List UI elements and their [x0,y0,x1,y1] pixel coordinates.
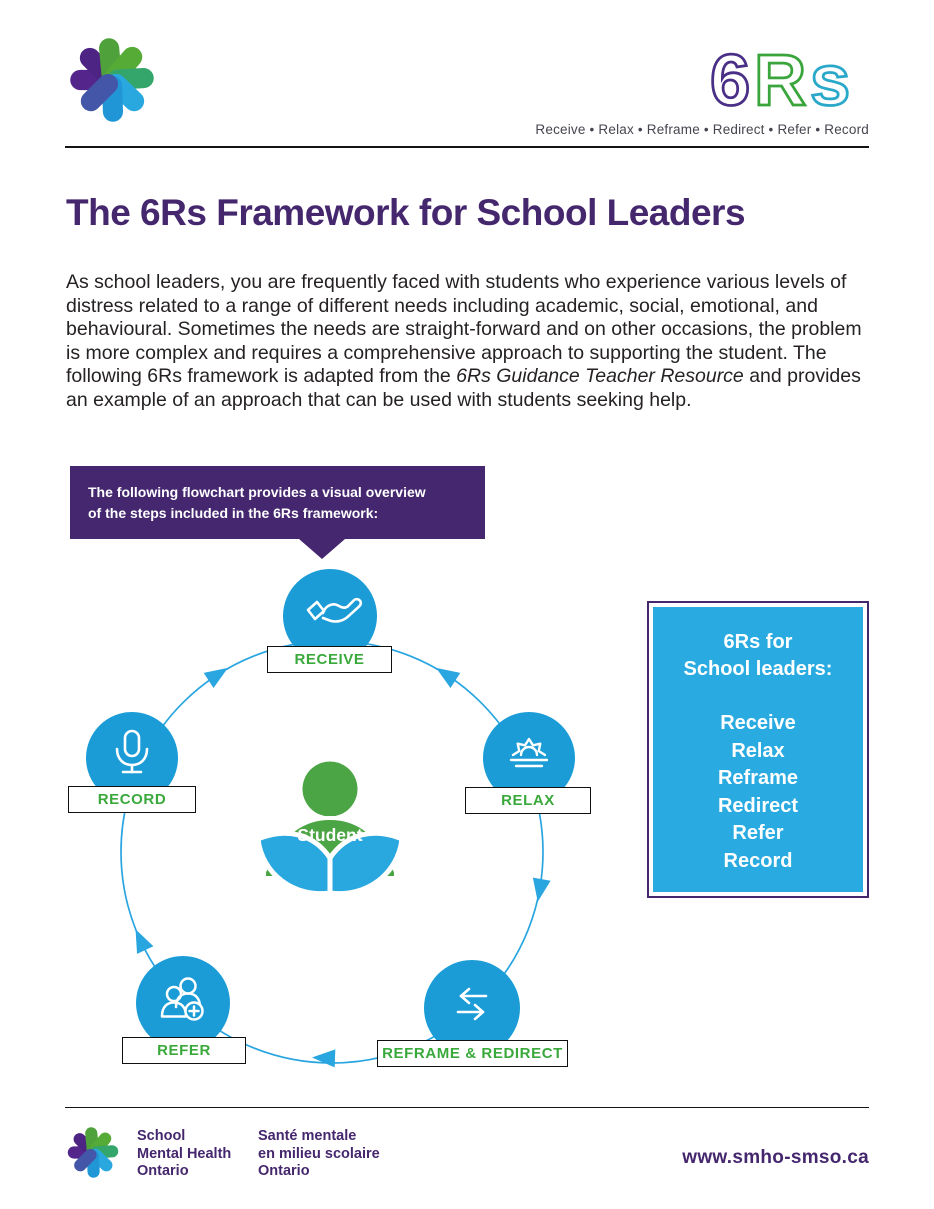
node-label-reframe-redirect: REFRAME & REDIRECT [377,1040,568,1067]
arrow-reframe-to-refer-icon [312,1049,336,1068]
summary-item-relax: Relax [731,739,785,762]
summary-items [653,710,863,875]
org-en-line1: School [137,1128,186,1144]
intro-text-end: and provides an example of an approach that can be used with students seeking help. [66,365,861,411]
callout-pointer-tail [299,539,345,559]
org-en-line3: Ontario [137,1163,189,1179]
summary-item-refer: Refer [732,822,784,844]
summary-item-redirect: Redirect [717,794,799,817]
six-rs-summary-box [647,601,869,898]
flowchart-callout [70,466,485,539]
org-fr-line2: en milieu scolaire [258,1145,380,1162]
brand-letter-R: R [753,40,811,118]
node-label-refer: REFER [122,1037,246,1064]
student-figure [258,762,402,894]
arrow-refer-to-record-icon [127,925,153,953]
summary-heading-line2: School leaders: [683,658,833,680]
six-rs-summary-box-inner [653,607,863,892]
brand-tagline: Receive • Relax • Reframe • Redirect • Refer • Record [535,122,869,137]
node-label-receive: RECEIVE [267,646,392,673]
summary-heading-line1: 6Rs for [723,631,793,653]
refer-node-circle [136,956,230,1050]
callout-line2: of the steps included in the 6Rs framework: [88,505,379,521]
summary-item-reframe: Reframe [717,767,799,789]
org-en-line2: Mental Health [137,1145,232,1162]
org-fr-line3: Ontario [258,1163,310,1179]
brand-letter-s: s [810,40,854,118]
summary-item-receive: Receive [720,712,796,734]
student-label: Student [297,825,363,845]
node-label-relax: RELAX [465,787,591,814]
arrow-toward-receive-icon [431,660,460,688]
website-link[interactable]: www.smho-smso.ca [682,1147,869,1168]
arrow-relax-to-reframe-icon [529,878,551,904]
student-head [303,762,358,817]
node-label-record: RECORD [68,786,196,813]
callout-line1: The following flowchart provides a visual overview [88,484,426,500]
summary-item-record: Record [723,849,793,872]
org-fr-line1: Santé mentale [258,1128,357,1144]
intro-italic-reference: 6Rs Guidance Teacher Resource [456,365,744,387]
arrow-record-to-receive-icon [204,660,233,688]
intro-text: As school leaders, you are frequently faced with students who experience various levels of distress related to a range of different needs including academic, social, emotional, and behavioural. Sometimes the needs are straight-forward and on other occasions, the problem is more complex and requires a comprehensive approach to supporting the student. The following 6Rs framework is adapted from the [66,271,862,387]
page-title: The 6Rs Framework for School Leaders [66,192,746,233]
brand-letter-6: 6 [710,40,754,118]
